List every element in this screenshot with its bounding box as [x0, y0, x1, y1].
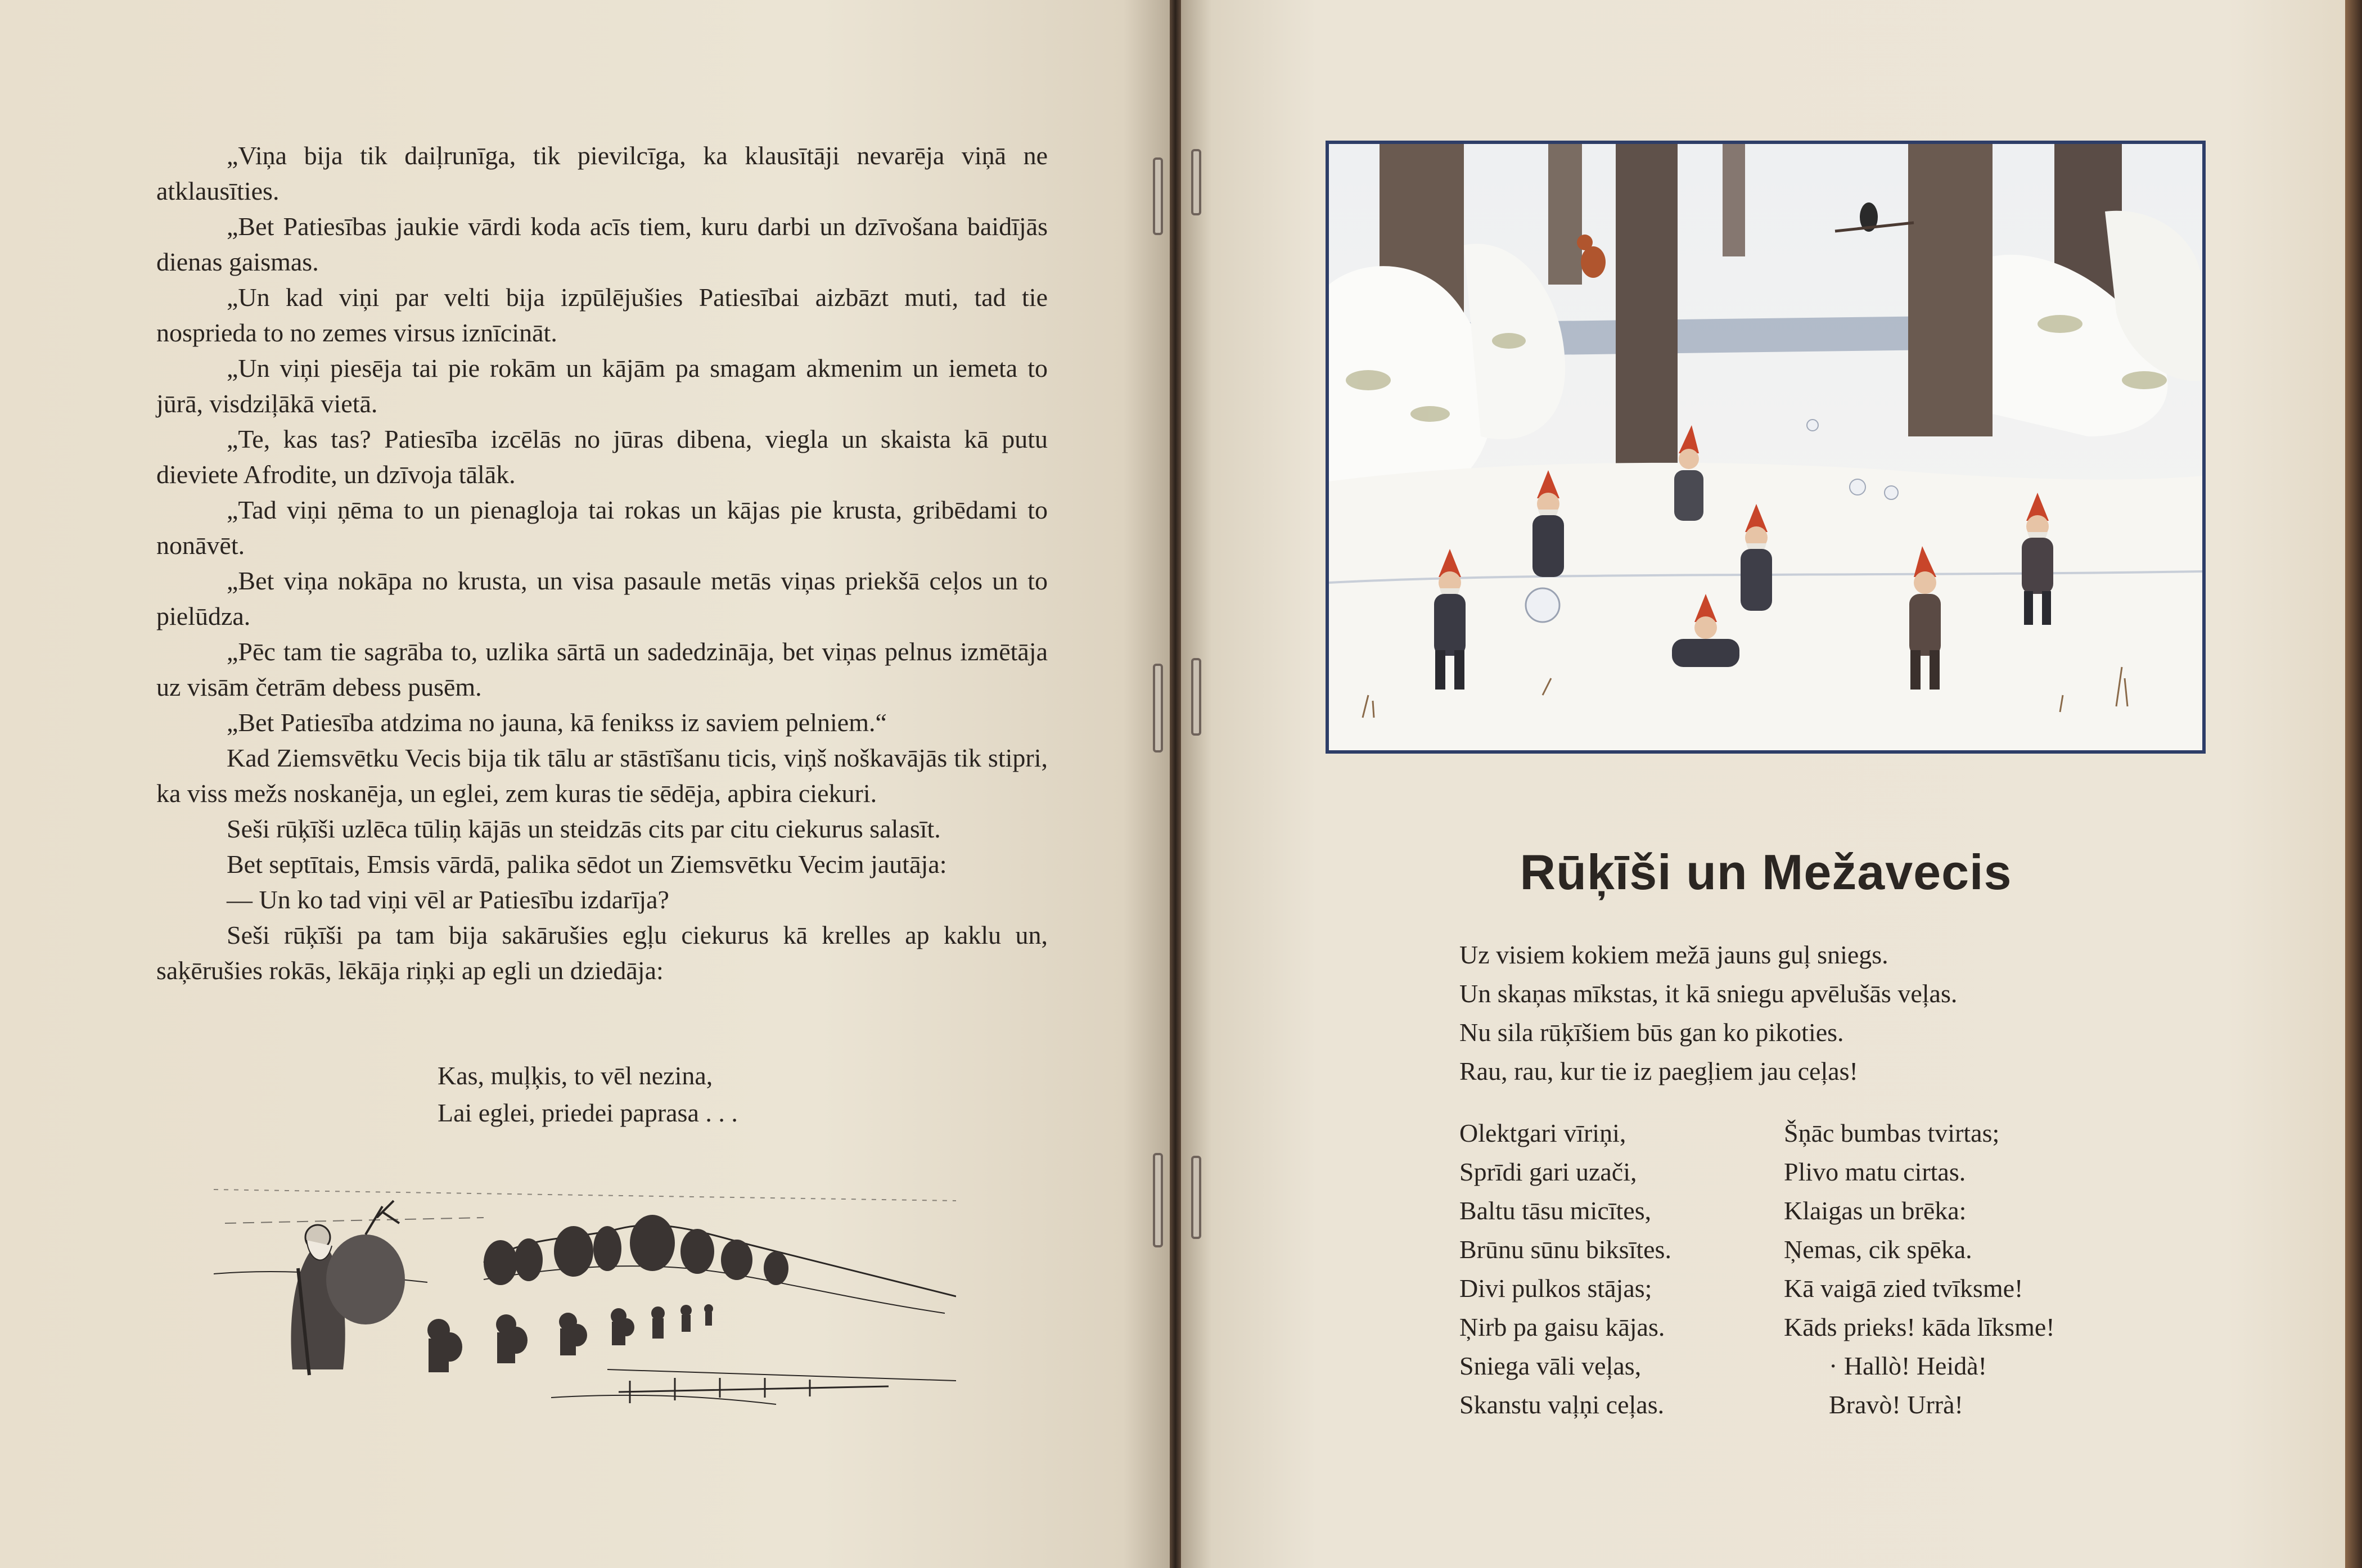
verse-line: Sniega vāli veļas, — [1459, 1351, 1642, 1380]
paragraph: Seši rūķīši pa tam bija sakārušies egļu ciekurus kā krelles ap kaklu un, saķērušies rokās, lēkāja riņķi ap egli un dziedāja: — [156, 921, 1048, 985]
paragraph: „Pēc tam tie sagrāba to, uzlika sārtā un sadedzināja, bet viņas pelnus izmētāja uz visām četrām debess pusēm. — [156, 637, 1048, 701]
paragraph: Seši rūķīši uzlēca tūliņ kājās un steidzās cits par citu ciekurus salasīt. — [227, 814, 941, 843]
verse-line: Šņāc bumbas tvirtas; — [1784, 1119, 2000, 1147]
verse-line: · Hallò! Heidà! — [1829, 1351, 1987, 1380]
snow-forest-scene — [1329, 144, 2202, 750]
paragraph: „Bet viņa nokāpa no krusta, un visa pasaule metās viņas priekšā ceļos un to pielūdza. — [156, 566, 1048, 630]
paragraph: Bet septītais, Emsis vārdā, palika sēdot un Ziemsvētku Vecim jautāja: — [227, 850, 947, 878]
binding-stitch — [1191, 658, 1201, 736]
binding-stitch — [1153, 664, 1163, 753]
verse-line: Plivo matu cirtas. — [1784, 1157, 1966, 1186]
story-text — [156, 138, 1048, 988]
verse-line: Olektgari vīriņi, — [1459, 1119, 1626, 1147]
paragraph: — Un ko tad viņi vēl ar Patiesību izdarīja? — [227, 885, 669, 914]
verse-line: Ņemas, cik spēka. — [1784, 1235, 1972, 1264]
verse-line: Lai eglei, priedei paprasa . . . — [438, 1098, 738, 1127]
verse-line: Kas, muļķis, to vēl nezina, — [438, 1061, 713, 1090]
paragraph: „Te, kas tas? Patiesība izcēlās no jūras dibena, viegla un skaista kā putu dieviete Afrodite, un dzīvoja tālāk. — [156, 425, 1048, 489]
verse-line: Brūnu sūnu biksītes. — [1459, 1235, 1671, 1264]
verse-line: Baltu tāsu micītes, — [1459, 1196, 1652, 1225]
verse-line: Un skaņas mīkstas, it kā sniegu apvēlušās veļas. — [1459, 979, 1958, 1008]
binding-stitch — [1153, 1153, 1163, 1247]
verse-line: Divi pulkos stājas; — [1459, 1274, 1652, 1303]
paragraph: „Bet Patiesības jaukie vārdi koda acīs tiem, kuru darbi un dzīvošana baidījās dienas gaismas. — [156, 212, 1048, 276]
paragraph: „Un kad viņi par velti bija izpūlējušies Patiesībai aizbāzt muti, tad tie nosprieda to no zemes virsus iznīcināt. — [156, 283, 1048, 347]
paragraph: „Tad viņi ņēma to un pienagloja tai rokas un kājas pie krusta, gribēdami to nonāvēt. — [156, 495, 1048, 560]
verse-line: Kā vaigā zied tvīksme! — [1784, 1274, 2023, 1303]
paragraph: „Un viņi piesēja tai pie rokām un kājām pa smagam akmenim un iemeta to jūrā, visdziļākā vietā. — [156, 354, 1048, 418]
binding-stitch — [1153, 157, 1163, 235]
verse-line: Uz visiem kokiem mežā jauns guļ sniegs. — [1459, 940, 1888, 969]
verse-line: Sprīdi gari uzači, — [1459, 1157, 1637, 1186]
verse-line: Klaigas un brēka: — [1784, 1196, 1967, 1225]
poem-column-right — [1784, 1114, 2055, 1424]
verse-line: Skanstu vaļņi ceļas. — [1459, 1390, 1665, 1419]
paragraph: „Viņa bija tik daiļrunīga, tik pievilcīga, ka klausītāji nevarēja viņā ne atklausīties. — [156, 141, 1048, 205]
book-spine — [1170, 0, 1181, 1568]
binding-stitch — [1191, 1156, 1201, 1239]
gnomes-snowball-illustration — [1326, 141, 2206, 754]
poem-title: Rūķīši un Mežavecis — [1520, 844, 2012, 900]
verse-line: Kāds prieks! kāda līksme! — [1784, 1313, 2055, 1341]
poem-column-left — [1459, 1114, 1671, 1424]
book-edge — [2345, 0, 2362, 1568]
verse-line: Ņirb pa gaisu kājas. — [1459, 1313, 1665, 1341]
binding-stitch — [1191, 149, 1201, 215]
verse-line: Bravò! Urrà! — [1829, 1390, 1963, 1419]
paragraph: Kad Ziemsvētku Vecis bija tik tālu ar stāstīšanu ticis, viņš noškavājās tik stipri, ka viss mežs noskanēja, un eglei, zem kuras tie sēdēja, apbira ciekuri. — [156, 744, 1048, 808]
paragraph: „Bet Patiesība atdzima no jauna, kā fenikss iz saviem pelniem.“ — [227, 708, 887, 737]
poem-stanza-1 — [1459, 935, 1957, 1091]
verse-line: Rau, rau, kur tie iz paegļiem jau ceļas! — [1459, 1057, 1858, 1085]
verse-line: Nu sila rūķīšiem būs gan ko pikoties. — [1459, 1018, 1844, 1047]
song-verse — [438, 1057, 738, 1132]
procession-sketch — [214, 1184, 956, 1426]
